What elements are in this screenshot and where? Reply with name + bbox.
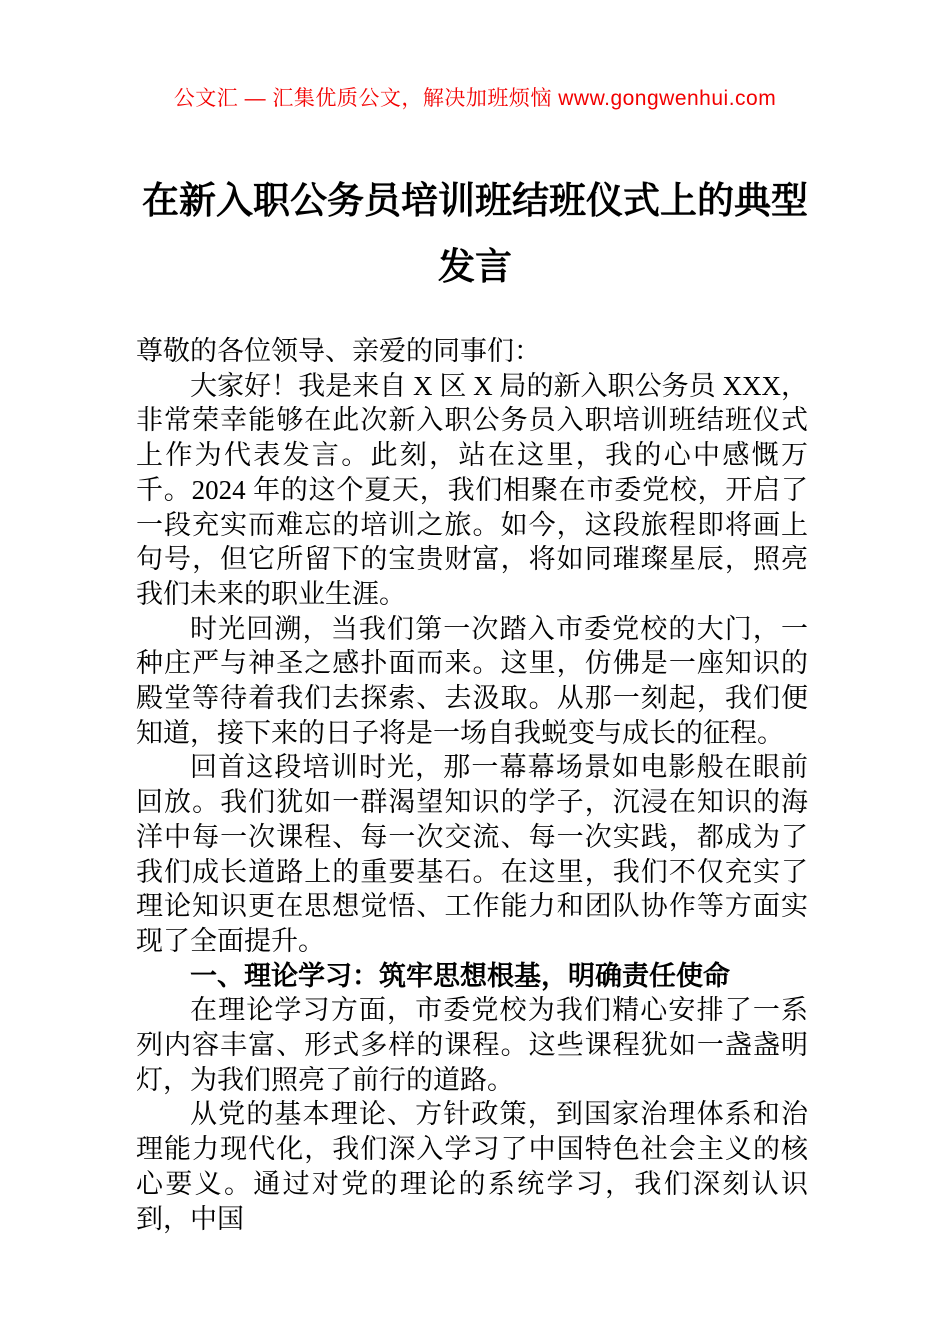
site-watermark: 公文汇 — 汇集优质公文，解决加班烦恼 www.gongwenhui.com: [173, 87, 777, 110]
document-title: [130, 168, 820, 300]
section-heading: 一、理论学习：筑牢思想根基，明确责任使命: [190, 960, 730, 991]
paragraph: 时光回溯，当我们第一次踏入市委党校的大门，一种庄严与神圣之感扑面而来。这里，仿佛是一座知识的殿堂等待着我们去探索、去汲取。从那一刻起，我们便知道，接下来的日子将是一场自我蜕变与成长的征程。: [136, 613, 808, 748]
document-body: [136, 334, 808, 1236]
paragraph: 从党的基本理论、方针政策，到国家治理体系和治理能力现代化，我们深入学习了中国特色社会主义的核心要义。通过对党的理论的系统学习，我们深刻认识到，中国: [136, 1099, 808, 1234]
salutation-line: 尊敬的各位领导、亲爱的同事们：: [136, 336, 541, 366]
title-line: 在新入职公务员培训班结班仪式上的典型: [142, 180, 808, 221]
paragraph: 大家好！我是来自 X 区 X 局的新入职公务员 XXX，非常荣幸能够在此次新入职公务员入职培训班结班仪式上作为代表发言。此刻，站在这里，我的心中感慨万千。2024 年的这个夏天，我们相聚在市委党校，开启了一段充实而难忘的培训之旅。如今，这段旅程即将画上句号，但它所留下的宝贵财富，将如同璀璨星辰，照亮我们未来的职业生涯。: [136, 370, 808, 609]
paragraph: 回首这段培训时光，那一幕幕场景如电影般在眼前回放。我们犹如一群渴望知识的学子，沉浸在知识的海洋中每一次课程、每一次交流、每一次实践，都成为了我们成长道路上的重要基石。在这里，我们不仅充实了理论知识更在思想觉悟、工作能力和团队协作等方面实现了全面提升。: [136, 752, 808, 956]
title-line: 发言: [438, 246, 512, 287]
paragraph: 在理论学习方面，市委党校为我们精心安排了一系列内容丰富、形式多样的课程。这些课程犹如一盏盏明灯，为我们照亮了前行的道路。: [136, 995, 808, 1095]
